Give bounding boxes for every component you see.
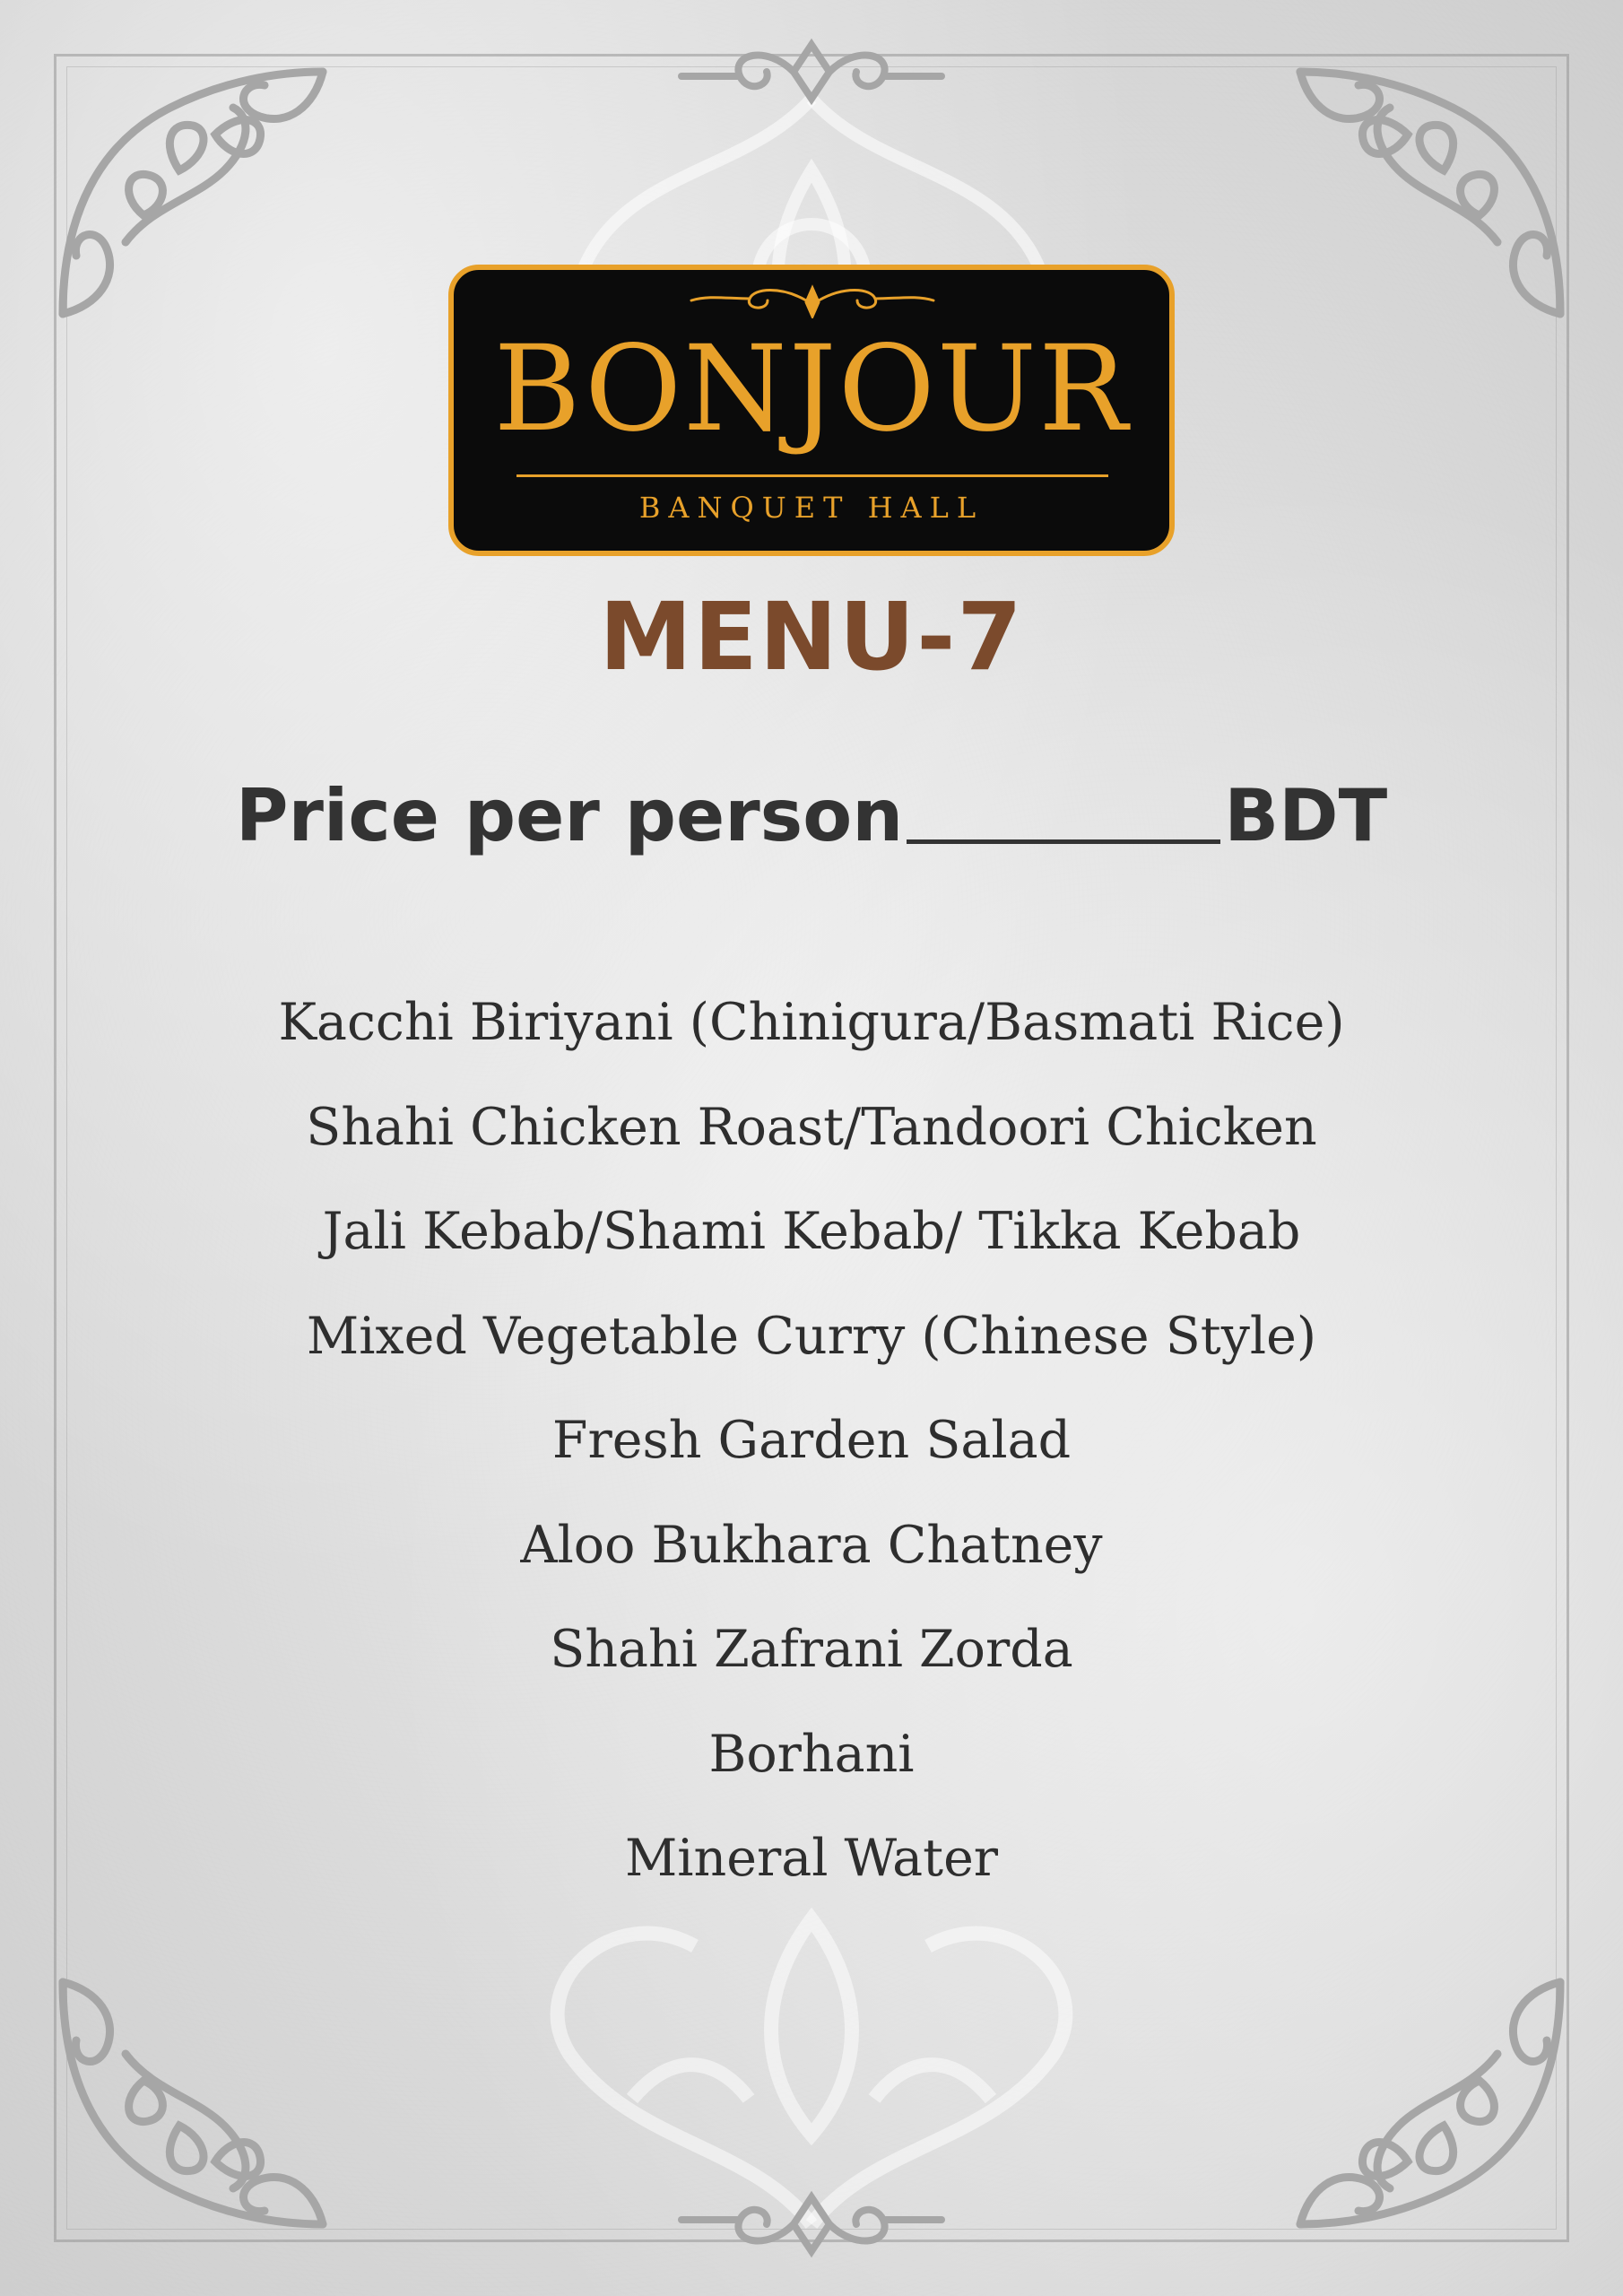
top-flourish-icon [677,36,946,108]
logo-subtitle: BANQUET HALL [638,491,985,525]
corner-ornament-icon [45,1964,341,2260]
logo-divider [516,474,1108,477]
menu-item: Aloo Bukhara Chatney [520,1515,1103,1575]
menu-item: Jali Kebab/Shami Kebab/ Tikka Kebab [322,1202,1301,1261]
menu-item: Kacchi Biriyani (Chinigura/Basmati Rice) [278,993,1345,1052]
logo-name: BONJOUR [493,320,1130,458]
menu-items-list [0,970,1623,1911]
corner-ornament-icon [45,36,341,332]
price-label: Price per person [235,774,904,857]
price-per-person [0,771,1623,861]
bonjour-logo [448,265,1175,556]
menu-item: Mineral Water [624,1829,999,1888]
logo-swirl-icon [682,283,942,318]
corner-ornament-icon [1282,1964,1578,2260]
menu-item: Fresh Garden Salad [551,1411,1072,1470]
price-blank-line [907,839,1220,844]
corner-ornament-icon [1282,36,1578,332]
bottom-flourish-icon [677,2188,946,2260]
menu-item: Borhani [708,1724,915,1784]
menu-title: MENU-7 [599,582,1024,691]
menu-item: Shahi Zafrani Zorda [550,1620,1073,1679]
menu-item: Mixed Vegetable Curry (Chinese Style) [306,1306,1317,1366]
menu-item: Shahi Chicken Roast/Tandoori Chicken [306,1097,1317,1157]
price-currency: BDT [1224,774,1388,857]
